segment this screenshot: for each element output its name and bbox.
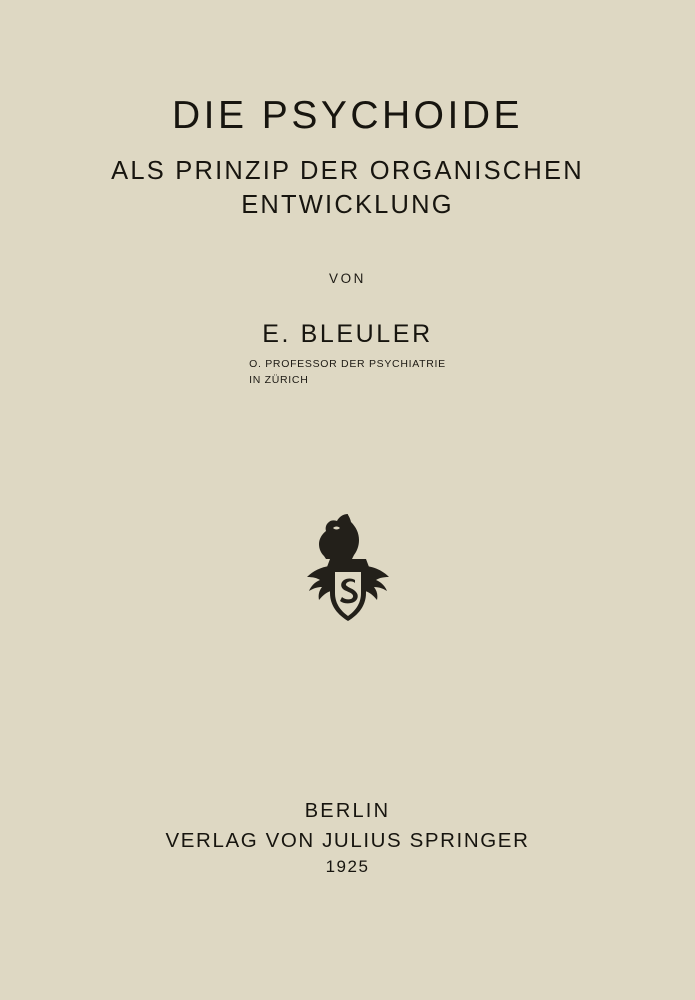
subtitle: [0, 155, 695, 223]
title-block: [0, 96, 695, 223]
subtitle-line-1: ALS PRINZIP DER ORGANISCHEN: [111, 157, 584, 185]
page-title: DIE PSYCHOIDE: [171, 94, 524, 137]
imprint-city: BERLIN: [304, 800, 391, 822]
imprint-publisher: VERLAG VON JULIUS SPRINGER: [165, 829, 530, 852]
imprint-block: [0, 800, 695, 877]
subtitle-line-2: ENTWICKLUNG: [241, 190, 454, 219]
by-word: VON: [328, 270, 367, 286]
affiliation-line-2: IN ZÜRICH: [249, 374, 309, 387]
affiliation-line-1: O. PROFESSOR DER PSYCHIATRIE: [249, 357, 446, 370]
author-affiliation: [249, 357, 446, 388]
springer-knight-logo-icon: [298, 506, 398, 636]
author-name: E. BLEULER: [262, 319, 433, 348]
imprint-year: 1925: [325, 857, 370, 876]
